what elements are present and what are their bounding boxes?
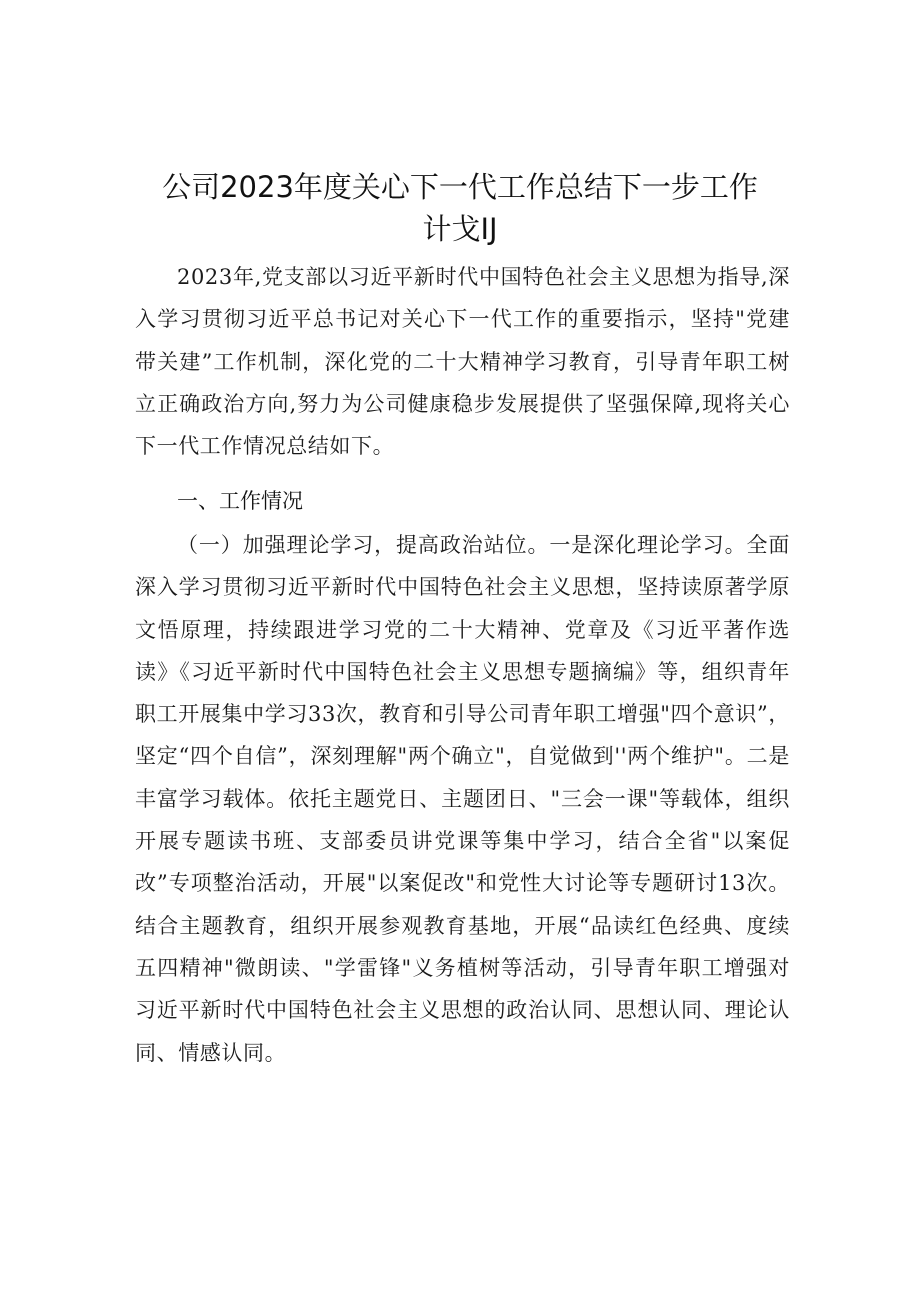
intro-paragraph: 2023年,党支部以习近平新时代中国特色社会主义思想为指导,深入学习贯彻习近平总书记对关心下一代工作的重要指示，坚持"党建带关建”工作机制，深化党的二十大精神学习教育，引导青年职工树立正确政治方向,努力为公司健康稳步发展提供了坚强保障,现将关心下一代工作情况总结如下。	[135, 265, 790, 459]
document-title-line-2: 计戈IJ	[422, 212, 498, 246]
section-heading-work-status: 一、工作情况	[177, 489, 303, 513]
document-title-line-1: 公司2023年度关心下一代工作总结下一步工作	[162, 170, 758, 204]
section-paragraph-theory-study: （一）加强理论学习，提高政治站位。一是深化理论学习。全面深入学习贯彻习近平新时代中国特色社会主义思想，坚持读原著学原文悟原理，持续跟进学习党的二十大精神、党章及《习近平著作选读》《习近平新时代中国特色社会主义思想专题摘编》等，组织青年职工开展集中学习33次，教育和引导公司青年职工增强"四个意识”，坚定“四个自信”，深刻理解"两个确立"，自觉做到''两个维护"。二是丰富学习载体。依托主题党日、主题团日、"三会一课"等载体，组织开展专题读书班、支部委员讲党课等集中学习，结合全省"以案促改”专项整治活动，开展"以案促改"和党性大讨论等专题研讨13次。结合主题教育，组织开展参观教育基地，开展“品读红色经典、度续五四精神"微朗读、"学雷锋"义务植树等活动，引导青年职工增强对习近平新时代中国特色社会主义思想的政治认同、思想认同、理论认同、情感认同。	[135, 533, 790, 1065]
